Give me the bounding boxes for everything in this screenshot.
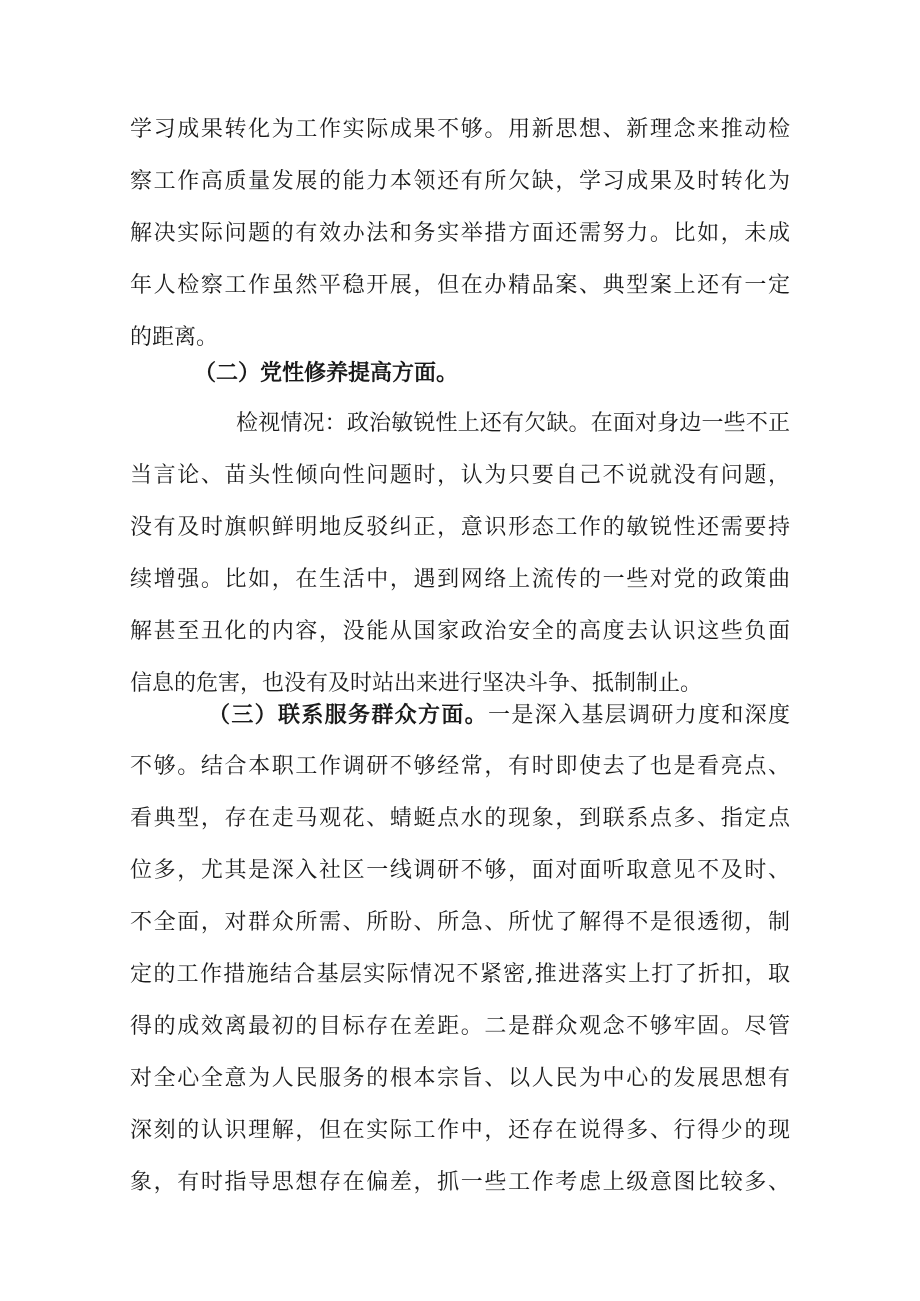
text-line: 象，有时指导思想存在偏差，抓一些工作考虑上级意图比较多、 xyxy=(130,1170,790,1195)
text-line: 的距离。 xyxy=(130,325,219,350)
text-line xyxy=(130,689,790,741)
section-heading: （二）党性修养提高方面。 xyxy=(194,360,459,386)
text-line: 检视情况：政治敏锐性上还有欠缺。在面对身边一些不正 xyxy=(236,411,790,436)
text-line: 看典型，存在走马观花、蜻蜓点水的现象，到联系点多、指定点 xyxy=(130,806,790,831)
text-line: 信息的危害，也没有及时站出来进行坚决斗争、抵制制止。 xyxy=(130,671,703,696)
text-line: 得的成效离最初的目标存在差距。二是群众观念不够牢固。尽管 xyxy=(130,1014,790,1039)
paragraph-party-spirit xyxy=(130,398,790,710)
section-heading: （三）联系服务群众方面。 xyxy=(208,702,488,728)
text-line: 年人检察工作虽然平稳开展，但在办精品案、典型案上还有一定 xyxy=(130,273,790,298)
text-line: 察工作高质量发展的能力本领还有所欠缺，学习成果及时转化为 xyxy=(130,169,790,194)
text-line: 深刻的认识理解，但在实际工作中，还存在说得多、行得少的现 xyxy=(130,1118,790,1143)
text-line: 解决实际问题的有效办法和务实举措方面还需努力。比如，未成 xyxy=(130,221,790,246)
text-line: 学习成果转化为工作实际成果不够。用新思想、新理念来推动检 xyxy=(130,117,790,142)
text-line: 不全面，对群众所需、所盼、所急、所忧了解得不是很透彻，制 xyxy=(130,910,790,935)
paragraph-serving-masses xyxy=(130,689,790,1209)
paragraph-study-results xyxy=(130,104,790,364)
section-heading-party-spirit xyxy=(194,347,754,399)
text-line: 没有及时旗帜鲜明地反驳纠正，意识形态工作的敏锐性还需要持 xyxy=(130,515,790,540)
text-line: 续增强。比如，在生活中，遇到网络上流传的一些对党的政策曲 xyxy=(130,567,790,592)
text-run: 一是深入基层调研力度和深度 xyxy=(488,703,790,728)
text-line: 不够。结合本职工作调研不够经常，有时即使去了也是看亮点、 xyxy=(130,754,790,779)
text-line: 解甚至丑化的内容，没能从国家政治安全的高度去认识这些负面 xyxy=(130,619,790,644)
text-line: 定的工作措施结合基层实际情况不紧密,推进落实上打了折扣，取 xyxy=(130,962,790,987)
text-line: 位多，尤其是深入社区一线调研不够，面对面听取意见不及时、 xyxy=(130,858,790,883)
text-line: 当言论、苗头性倾向性问题时，认为只要自己不说就没有问题， xyxy=(130,463,790,488)
text-line: 对全心全意为人民服务的根本宗旨、以人民为中心的发展思想有 xyxy=(130,1066,790,1091)
